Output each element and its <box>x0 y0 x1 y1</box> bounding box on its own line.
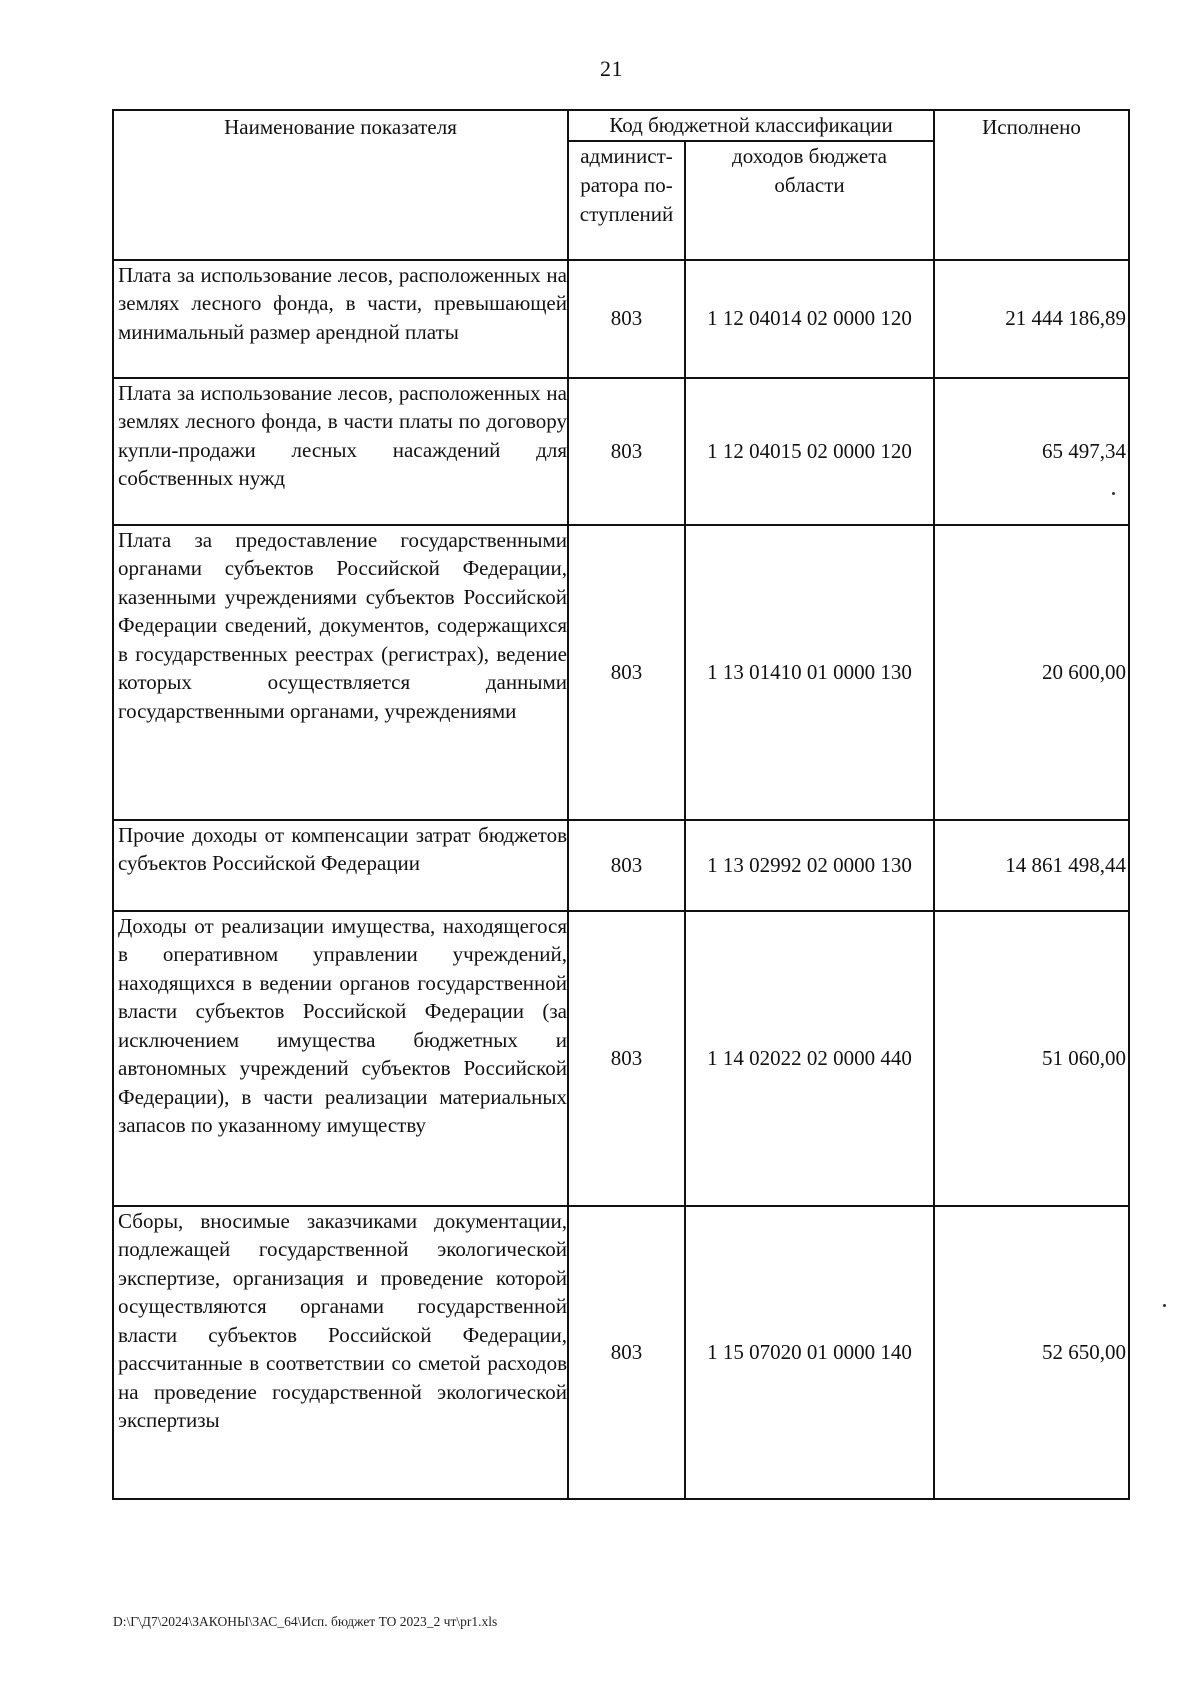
row-admin-code: 803 <box>568 378 685 525</box>
scan-speck <box>1112 492 1115 495</box>
header-regional-budget-revenue <box>685 141 934 260</box>
row-executed-amount: 51 060,00 <box>934 911 1129 1206</box>
header-admin-line: ступлений <box>579 201 674 226</box>
row-budget-code: 1 13 01410 01 0000 130 <box>685 525 934 820</box>
table-row <box>113 525 1129 820</box>
row-budget-code: 1 15 07020 01 0000 140 <box>685 1206 934 1499</box>
header-admin-line: админист- <box>580 143 673 168</box>
row-indicator-name: Доходы от реализации имущества, находящегося в оперативном управлении учреждений, находящихся в ведении органов государственной власти субъектов Российской Федерации (за исключением имущества бюджетных и автономных учреждений субъектов Российской Федерации), в части реализации материальных запасов по указанному имуществу <box>113 911 568 1206</box>
row-admin-code: 803 <box>568 260 685 378</box>
row-executed-amount: 52 650,00 <box>934 1206 1129 1499</box>
row-admin-code: 803 <box>568 820 685 911</box>
row-budget-code: 1 12 04014 02 0000 120 <box>685 260 934 378</box>
header-indicator-name: Наименование показателя <box>113 110 568 260</box>
row-budget-code: 1 12 04015 02 0000 120 <box>685 378 934 525</box>
row-executed-amount: 21 444 186,89 <box>934 260 1129 378</box>
row-admin-code: 803 <box>568 525 685 820</box>
scan-speck <box>1163 1304 1166 1307</box>
row-budget-code: 1 14 02022 02 0000 440 <box>685 911 934 1206</box>
header-revenue-administrator <box>568 141 685 260</box>
table-row <box>113 260 1129 378</box>
header-admin-line: ратора по- <box>580 172 673 197</box>
page-number: 21 <box>600 56 623 81</box>
budget-execution-table <box>112 109 1130 1500</box>
row-indicator-name: Плата за использование лесов, расположенных на землях лесного фонда, в части платы по договору купли-продажи лесных насаждений для собственных нужд <box>113 378 568 525</box>
table-row <box>113 911 1129 1206</box>
table-row <box>113 1206 1129 1499</box>
row-budget-code: 1 13 02992 02 0000 130 <box>685 820 934 911</box>
header-budget-classification-code: Код бюджетной классификации <box>568 110 934 141</box>
header-revenue-line: области <box>774 172 845 197</box>
row-executed-amount: 65 497,34 <box>934 378 1129 525</box>
row-indicator-name: Сборы, вносимые заказчиками документации, подлежащей государственной экологической экспертизе, организация и проведение которой осуществляются органами государственной власти субъектов Российской Федерации, рассчитанные в соответствии со сметой расходов на проведение государственной экологической экспертизы <box>113 1206 568 1499</box>
row-indicator-name: Плата за использование лесов, расположенных на землях лесного фонда, в части, превышающей минимальный размер арендной платы <box>113 260 568 378</box>
row-admin-code: 803 <box>568 1206 685 1499</box>
row-indicator-name: Прочие доходы от компенсации затрат бюджетов субъектов Российской Федерации <box>113 820 568 911</box>
row-executed-amount: 14 861 498,44 <box>934 820 1129 911</box>
row-admin-code: 803 <box>568 911 685 1206</box>
row-executed-amount: 20 600,00 <box>934 525 1129 820</box>
table-row <box>113 378 1129 525</box>
table-row <box>113 820 1129 911</box>
header-row-1 <box>113 110 1129 141</box>
header-revenue-line: доходов бюджета <box>732 143 887 168</box>
row-indicator-name: Плата за предоставление государственными органами субъектов Российской Федерации, казенными учреждениями субъектов Российской Федерации сведений, документов, содержащихся в государственных реестрах (регистрах), ведение которых осуществляется данными государственными органами, учреждениями <box>113 525 568 820</box>
header-executed: Исполнено <box>934 110 1129 260</box>
file-path-footer: D:\Г\Д7\2024\ЗАКОНЫ\ЗАС_64\Исп. бюджет ТО 2023_2 чт\pr1.xls <box>113 1614 498 1629</box>
